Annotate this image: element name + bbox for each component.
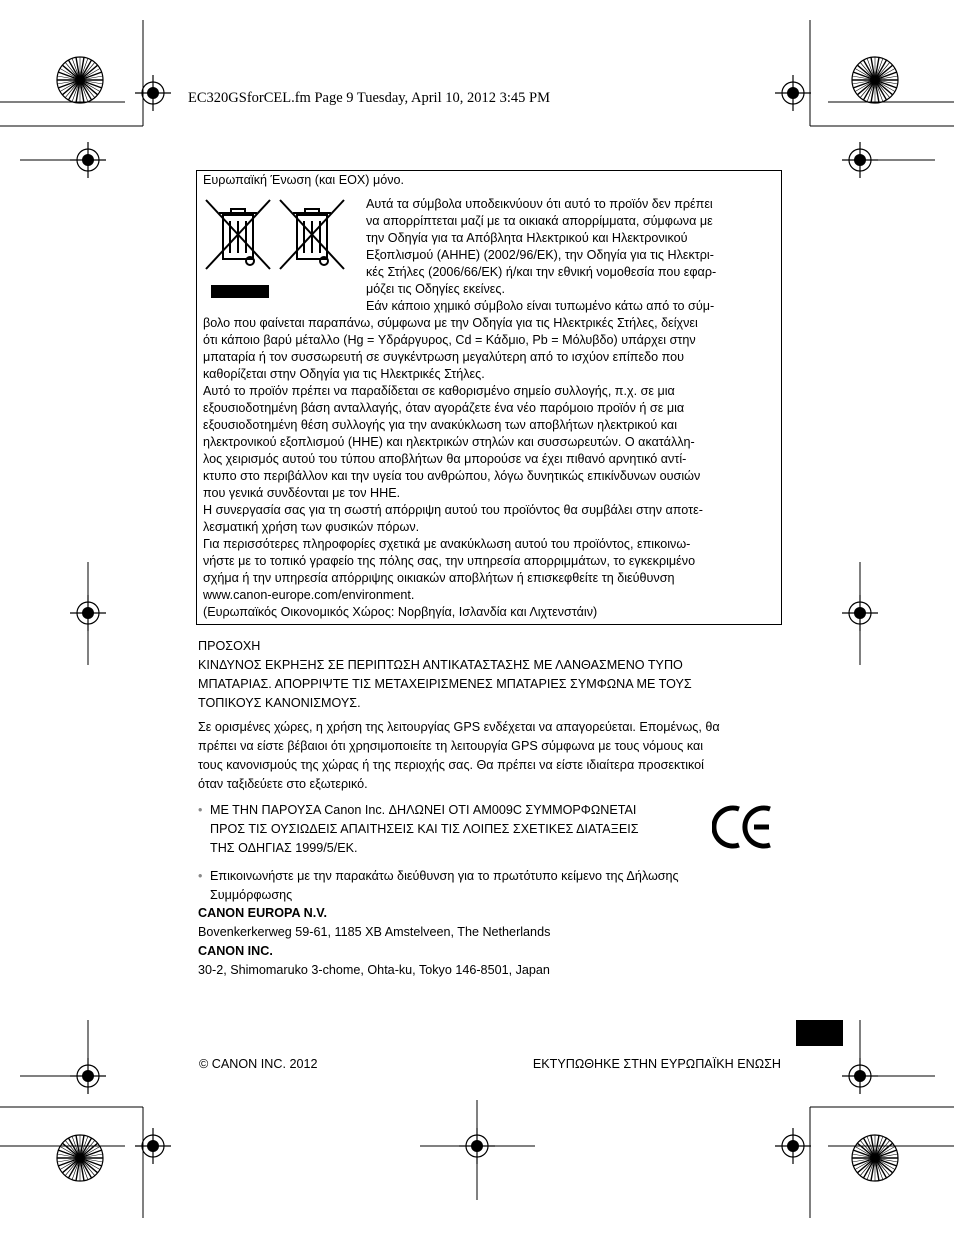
company-name: CANON INC. <box>198 944 273 958</box>
weee-bar <box>211 285 269 298</box>
text-line: Σε ορισμένες χώρες, η χρήση της λειτουργίας GPS ενδέχεται να απαγορεύεται. Επομένως, θα <box>198 720 720 734</box>
text-line: να απορρίπτεται μαζί με τα οικιακά απορρίμματα, σύμφωνα με <box>366 214 713 228</box>
text-line: νήστε με το τοπικό γραφείο της πόλης σας, την υπηρεσία απορριμμάτων, το εγκεκριμένο <box>203 554 696 568</box>
text-line: www.canon-europe.com/environment. <box>203 588 415 602</box>
text-line: ΜΠΑΤΑΡΙΑΣ. ΑΠΟΡΡΙΨΤΕ ΤΙΣ ΜΕΤΑΧΕΙΡΙΣΜΕΝΕΣ ΜΠΑΤΑΡΙΕΣ ΣΥΜΦΩΝΑ ΜΕ ΤΟΥΣ <box>198 677 692 691</box>
text-line: ΤΟΠΙΚΟΥΣ ΚΑΝΟΝΙΣΜΟΥΣ. <box>198 696 361 710</box>
company-address: 30-2, Shimomaruko 3-chome, Ohta-ku, Tokyo 146-8501, Japan <box>198 963 550 977</box>
file-header: EC320GSforCEL.fm Page 9 Tuesday, April 10, 2012 3:45 PM <box>188 90 550 106</box>
company-address: Bovenkerkerweg 59-61, 1185 XB Amstelveen, The Netherlands <box>198 925 551 939</box>
text-line: ότι κάποιο βαρύ μέταλλο (Hg = Υδράργυρος, Cd = Κάδμιο, Pb = Μόλυβδο) υπάρχει στην <box>203 333 696 347</box>
bullet: • <box>198 803 203 817</box>
text-line: λος χειρισμός αυτού του τύπου αποβλήτων θα μπορούσε να έχει πιθανό αρνητικό αντί- <box>203 452 687 466</box>
text-line: Αυτό το προϊόν πρέπει να παραδίδεται σε καθορισμένο σημείο συλλογής, π.χ. σε μια <box>203 384 675 398</box>
text-line: πρέπει να είστε βέβαιοι ότι χρησιμοποιείτε τη λειτουργία GPS σύμφωνα με τους νόμους και <box>198 739 704 753</box>
contact-addresses <box>198 904 550 980</box>
text-line: που γενικά συνδέονται με τον ΗΗΕ. <box>203 486 401 500</box>
page-tab <box>796 1020 843 1046</box>
gps-section <box>198 718 720 794</box>
text-line: κές Στήλες (2006/66/ΕΚ) ή/και την εθνική νομοθεσία που εφαρ- <box>366 265 717 279</box>
company-name: CANON EUROPA N.V. <box>198 906 327 920</box>
text-line: Για περισσότερες πληροφορίες σχετικά με ανακύκλωση αυτού του προϊόντος, επικοινω- <box>203 537 691 551</box>
text-line: Η συνεργασία σας για τη σωστή απόρριψη αυτού του προϊόντος θα συμβάλει στην αποτε- <box>203 503 703 517</box>
text-line: όταν ταξιδεύετε στο εξωτερικό. <box>198 777 368 791</box>
text-line: ΚΙΝΔΥΝΟΣ ΕΚΡΗΞΗΣ ΣΕ ΠΕΡΙΠΤΩΣΗ ΑΝΤΙΚΑΤΑΣΤΑΣΗΣ ΜΕ ΛΑΝΘΑΣΜΕΝΟ ΤΥΠΟ <box>198 658 683 672</box>
text-line: κτυπο στο περιβάλλον και την υγεία του ανθρώπου, λόγω δυνητικώς επικίνδυνων ουσιών <box>203 469 701 483</box>
text-line: σχήμα ή την υπηρεσία απόρριψης οικιακών αποβλήτων ή επισκεφθείτε τη διεύθυνση <box>203 571 675 585</box>
copyright: © CANON INC. 2012 <box>199 1057 318 1071</box>
ce-mark-icon <box>712 804 774 850</box>
text-line: καθορίζεται στην Οδηγία για τις Ηλεκτρικές Στήλες. <box>203 367 485 381</box>
text-line: (Ευρωπαϊκός Οικονομικός Χώρος: Νορβηγία, Ισλανδία και Λιχτενστάιν) <box>203 605 598 619</box>
text-line: Αυτά τα σύμβολα υποδεικνύουν ότι αυτό το προϊόν δεν πρέπει <box>366 197 713 211</box>
bullet: • <box>198 869 203 883</box>
text-line: την Οδηγία για τα Απόβλητα Ηλεκτρικού και Ηλεκτρονικού <box>366 231 688 245</box>
text-line: μπαταρία ή τον συσσωρευτή σε συγκέντρωση μεγαλύτερη από το ισχύον επίπεδο που <box>203 350 684 364</box>
text-line: μόζει τις Οδηγίες εκείνες. <box>366 282 505 296</box>
crossed-bin-icon <box>203 197 273 275</box>
text-line: ΤΗΣ ΟΔΗΓΙΑΣ 1999/5/ΕΚ. <box>210 841 358 855</box>
notice-side-text <box>366 196 716 315</box>
text-line: Επικοινωνήστε με την παρακάτω διεύθυνση για το πρωτότυπο κείμενο της Δήλωσης <box>210 869 679 883</box>
text-line: τους κανονισμούς της χώρας ή της περιοχής σας. Θα πρέπει να είστε ιδιαίτερα προσεκτικοί <box>198 758 704 772</box>
ce-mark-label: CE <box>712 804 714 805</box>
text-line: εξουσιοδοτημένη θέση συλλογής για την ανακύκλωση των αποβλήτων ηλεκτρικού και <box>203 418 677 432</box>
text-line: Εξοπλισμού (ΑΗΗΕ) (2002/96/ΕΚ), την Οδηγία για τις Ηλεκτρι- <box>366 248 714 262</box>
text-line: ΜΕ ΤΗΝ ΠΑΡΟΥΣΑ Canon Inc. ΔΗΛΩΝΕΙ ΟΤΙ AM009C ΣΥΜΜΟΡΦΩΝΕΤΑΙ <box>210 803 637 817</box>
contact-section <box>210 867 679 905</box>
text-line: λεσματική χρήση των φυσικών πόρων. <box>203 520 420 534</box>
declaration-section <box>210 801 639 858</box>
text-line: Εάν κάποιο χημικό σύμβολο είναι τυπωμένο κάτω από το σύμ- <box>366 299 715 313</box>
caution-title: ΠΡΟΣΟΧΗ <box>198 639 261 653</box>
crossed-bin-icon <box>277 197 347 275</box>
text-line: ΠΡΟΣ ΤΙΣ ΟΥΣΙΩΔΕΙΣ ΑΠΑΙΤΗΣΕΙΣ ΚΑΙ ΤΙΣ ΛΟΙΠΕΣ ΣΧΕΤΙΚΕΣ ΔΙΑΤΑΞΕΙΣ <box>210 822 639 836</box>
text-line: βολο που φαίνεται παραπάνω, σύμφωνα με την Οδηγία για τις Ηλεκτρικές Στήλες, δείχνει <box>203 316 698 330</box>
notice-body <box>203 315 703 621</box>
text-line: ηλεκτρονικού εξοπλισμού (ΗΗΕ) και ηλεκτρικών στηλών και συσσωρευτών. Ο ακατάλλη- <box>203 435 695 449</box>
notice-title: Ευρωπαϊκή Ένωση (και ΕΟΧ) μόνο. <box>203 173 405 187</box>
caution-section <box>198 637 692 713</box>
text-line: εξουσιοδοτημένη βάση ανταλλαγής, όταν αγοράζετε ένα νέο παρόμοιο προϊόν ή σε μια <box>203 401 685 415</box>
printed-in-eu: ΕΚΤΥΠΩΘΗΚΕ ΣΤΗΝ ΕΥΡΩΠΑΪΚΗ ΕΝΩΣΗ <box>532 1057 781 1071</box>
text-line: Συμμόρφωσης <box>210 888 293 902</box>
